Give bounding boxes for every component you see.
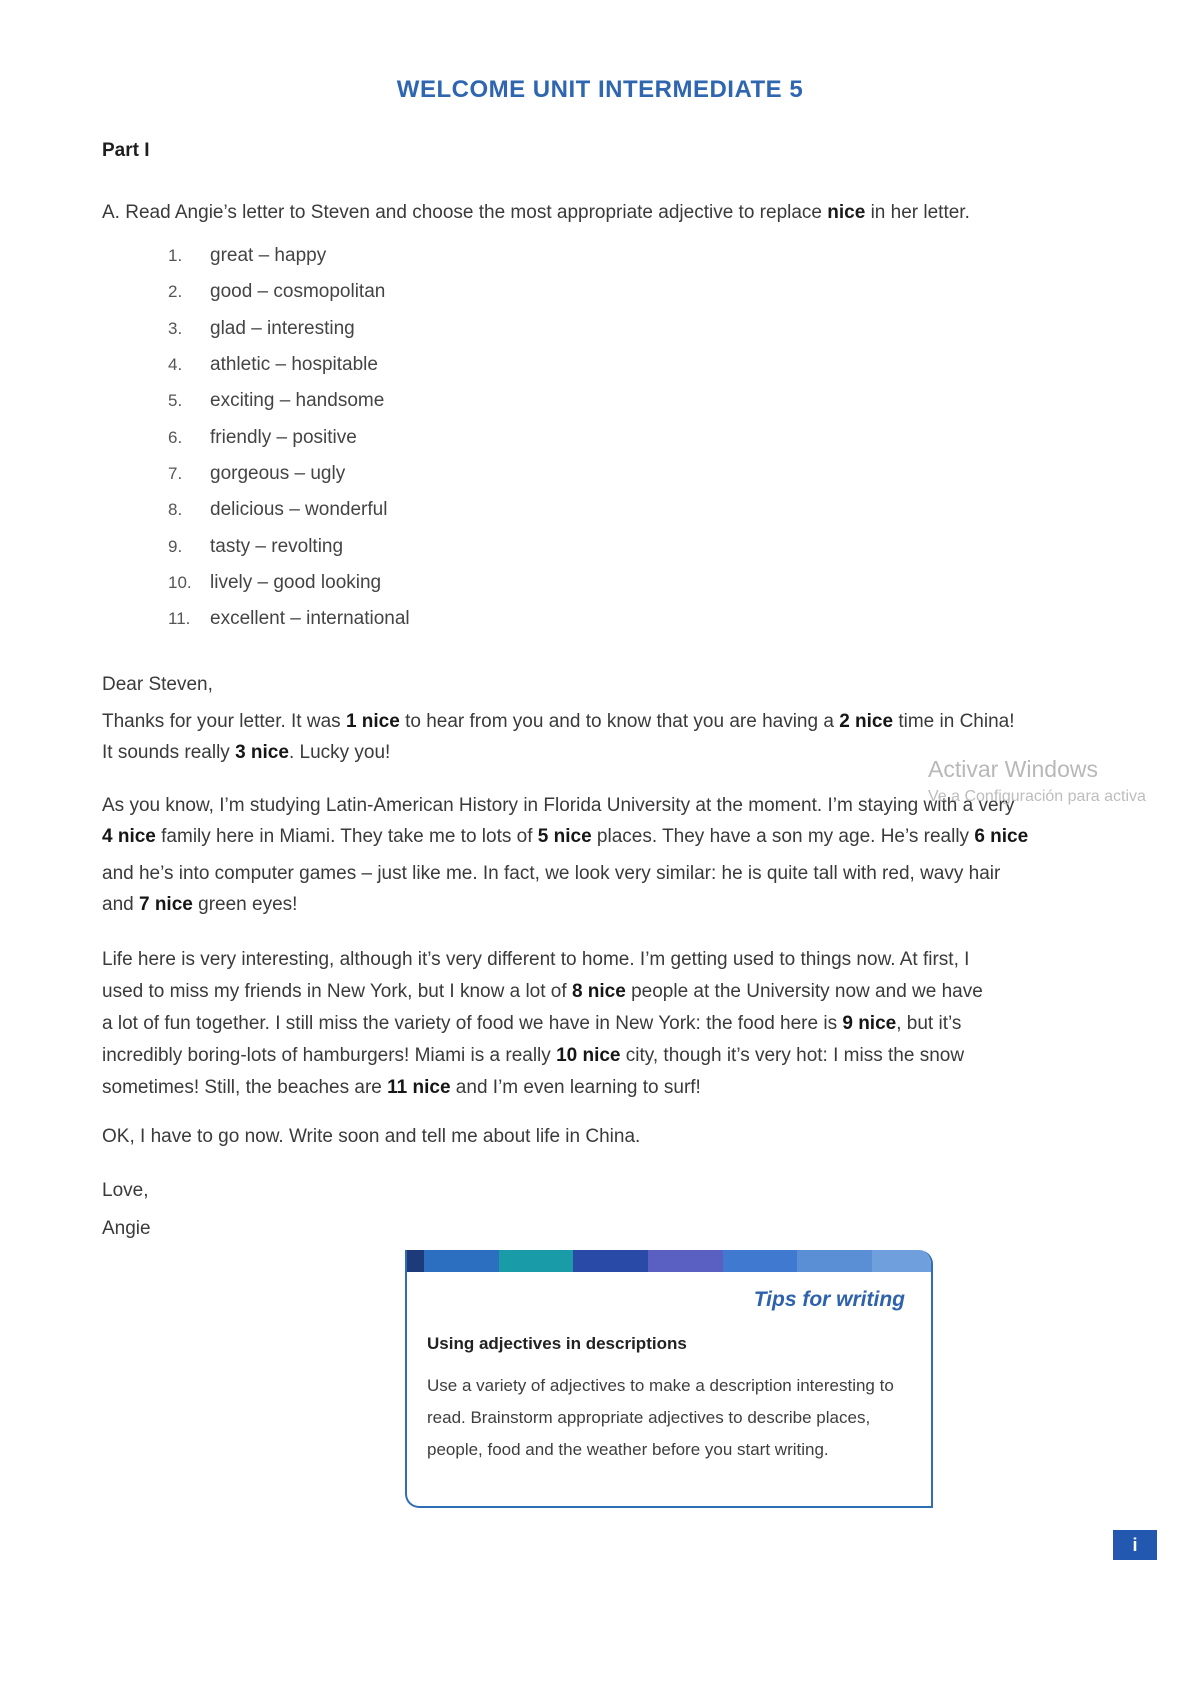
tips-subheading: Using adjectives in descriptions bbox=[427, 1334, 687, 1353]
windows-activation-watermark: Activar Windows bbox=[928, 756, 1098, 782]
letter-paragraph-2 bbox=[102, 790, 1092, 920]
option-text: lively – good looking bbox=[210, 571, 382, 593]
page-title: WELCOME UNIT INTERMEDIATE 5 bbox=[396, 76, 804, 103]
option-item bbox=[168, 419, 410, 455]
letter-paragraph-4: OK, I have to go now. Write soon and tell me about life in China. bbox=[102, 1126, 641, 1147]
letter-line bbox=[102, 944, 1092, 976]
letter-greeting: Dear Steven, bbox=[102, 674, 213, 695]
option-item bbox=[168, 311, 410, 347]
letter-signature: Angie bbox=[102, 1218, 151, 1239]
letter-text: a lot of fun together. I still miss the variety of food we have in New York: the food here is bbox=[102, 1013, 843, 1034]
letter-text: Life here is very interesting, although it’s very different to home. I’m getting used to things now. At first, I bbox=[102, 949, 970, 970]
letter-text: to hear from you and to know that you are having a bbox=[399, 711, 840, 732]
instruction-suffix: in her letter. bbox=[865, 202, 970, 223]
instruction-text: A. Read Angie’s letter to Steven and choose the most appropriate adjective to replace bbox=[102, 202, 828, 223]
exercise-instruction bbox=[102, 202, 1102, 224]
option-number: 8. bbox=[168, 500, 183, 520]
letter-text: places. They have a son my age. He’s really bbox=[591, 826, 975, 847]
color-bar-segment bbox=[573, 1250, 648, 1272]
option-item bbox=[168, 383, 410, 419]
option-item bbox=[168, 601, 410, 637]
letter-text: used to miss my friends in New York, but I know a lot of bbox=[102, 981, 572, 1002]
letter-line bbox=[102, 858, 1092, 889]
color-bar-segment bbox=[424, 1250, 499, 1272]
letter-line bbox=[102, 821, 1092, 852]
option-text: friendly – positive bbox=[210, 426, 357, 448]
letter-text: Thanks for your letter. It was bbox=[102, 711, 346, 732]
letter-text: time in China! bbox=[893, 711, 1015, 732]
letter-text: family here in Miami. They take me to lots of bbox=[155, 826, 538, 847]
gap-marker: 7 nice bbox=[138, 894, 193, 915]
tips-color-bar bbox=[407, 1250, 931, 1272]
option-number: 3. bbox=[168, 318, 183, 338]
option-item bbox=[168, 492, 410, 528]
color-bar-segment bbox=[797, 1250, 872, 1272]
letter-text: and he’s into computer games – just like me. In fact, we look very similar: he is quite tall with red, wavy hair bbox=[102, 863, 1001, 884]
part-heading: Part I bbox=[102, 140, 150, 161]
letter-text: incredibly boring-lots of hamburgers! Miami is a really bbox=[102, 1045, 557, 1066]
option-text: exciting – handsome bbox=[210, 390, 385, 412]
letter-line bbox=[102, 706, 1092, 737]
page-number-badge: i bbox=[1113, 1530, 1157, 1560]
letter-line bbox=[102, 1008, 1092, 1040]
option-number: 9. bbox=[168, 536, 183, 556]
option-item bbox=[168, 274, 410, 310]
color-bar-segment bbox=[499, 1250, 574, 1272]
option-number: 6. bbox=[168, 427, 183, 447]
letter-paragraph-3 bbox=[102, 944, 1092, 1104]
adjective-options-list bbox=[168, 238, 410, 637]
letter-text: and bbox=[102, 894, 139, 915]
letter-line bbox=[102, 976, 1092, 1008]
gap-marker: 2 nice bbox=[839, 711, 894, 732]
letter-line bbox=[102, 889, 1092, 920]
option-text: delicious – wonderful bbox=[210, 499, 388, 521]
letter-text: As you know, I’m studying Latin-American History in Florida University at the moment. I’m staying with a very bbox=[102, 795, 1015, 816]
letter-text: sometimes! Still, the beaches are bbox=[102, 1077, 388, 1098]
letter-text: city, though it’s very hot: I miss the snow bbox=[620, 1045, 965, 1066]
letter-text: , but it’s bbox=[896, 1013, 962, 1034]
letter-text: people at the University now and we have bbox=[625, 981, 983, 1002]
tips-heading: Tips for writing bbox=[753, 1288, 905, 1311]
option-item bbox=[168, 456, 410, 492]
option-text: glad – interesting bbox=[210, 317, 355, 339]
letter-text: and I’m even learning to surf! bbox=[450, 1077, 701, 1098]
color-bar-segment bbox=[872, 1250, 931, 1272]
windows-activation-watermark-subtext: Ve a Configuración para activa bbox=[928, 788, 1146, 805]
option-number: 11. bbox=[168, 609, 191, 629]
tips-body: Use a variety of adjectives to make a description interesting to read. Brainstorm appropriate adjectives to describe places, people, food and the weather before you start writing. bbox=[427, 1376, 894, 1459]
option-text: tasty – revolting bbox=[210, 535, 344, 557]
option-text: great – happy bbox=[210, 245, 327, 267]
option-number: 7. bbox=[168, 463, 183, 483]
gap-marker: 4 nice bbox=[102, 826, 156, 847]
option-number: 4. bbox=[168, 355, 183, 375]
gap-marker: 1 nice bbox=[345, 711, 400, 732]
option-text: gorgeous – ugly bbox=[210, 462, 346, 484]
gap-marker: 6 nice bbox=[974, 826, 1029, 847]
option-item bbox=[168, 238, 410, 274]
gap-marker: 9 nice bbox=[842, 1013, 897, 1034]
gap-marker: 11 nice bbox=[387, 1077, 451, 1098]
letter-line bbox=[102, 1040, 1092, 1072]
letter-closing: Love, bbox=[102, 1180, 149, 1201]
option-text: excellent – international bbox=[210, 608, 410, 630]
option-item bbox=[168, 565, 410, 601]
tips-box bbox=[405, 1250, 933, 1508]
color-bar-segment bbox=[723, 1250, 798, 1272]
option-item bbox=[168, 347, 410, 383]
option-item bbox=[168, 528, 410, 564]
letter-text: It sounds really bbox=[102, 742, 236, 763]
gap-marker: 3 nice bbox=[235, 742, 289, 763]
option-number: 5. bbox=[168, 391, 183, 411]
option-text: good – cosmopolitan bbox=[210, 281, 386, 303]
gap-marker: 5 nice bbox=[537, 826, 592, 847]
color-bar-segment bbox=[407, 1250, 424, 1272]
letter-text: . Lucky you! bbox=[288, 742, 391, 763]
color-bar-segment bbox=[648, 1250, 723, 1272]
letter-text: green eyes! bbox=[192, 894, 298, 915]
option-number: 1. bbox=[168, 246, 183, 266]
instruction-keyword: nice bbox=[827, 202, 866, 223]
gap-marker: 8 nice bbox=[571, 981, 626, 1002]
option-number: 2. bbox=[168, 282, 183, 302]
option-text: athletic – hospitable bbox=[210, 354, 378, 376]
gap-marker: 10 nice bbox=[556, 1045, 621, 1066]
letter-line bbox=[102, 1072, 1092, 1104]
option-number: 10. bbox=[168, 572, 192, 592]
